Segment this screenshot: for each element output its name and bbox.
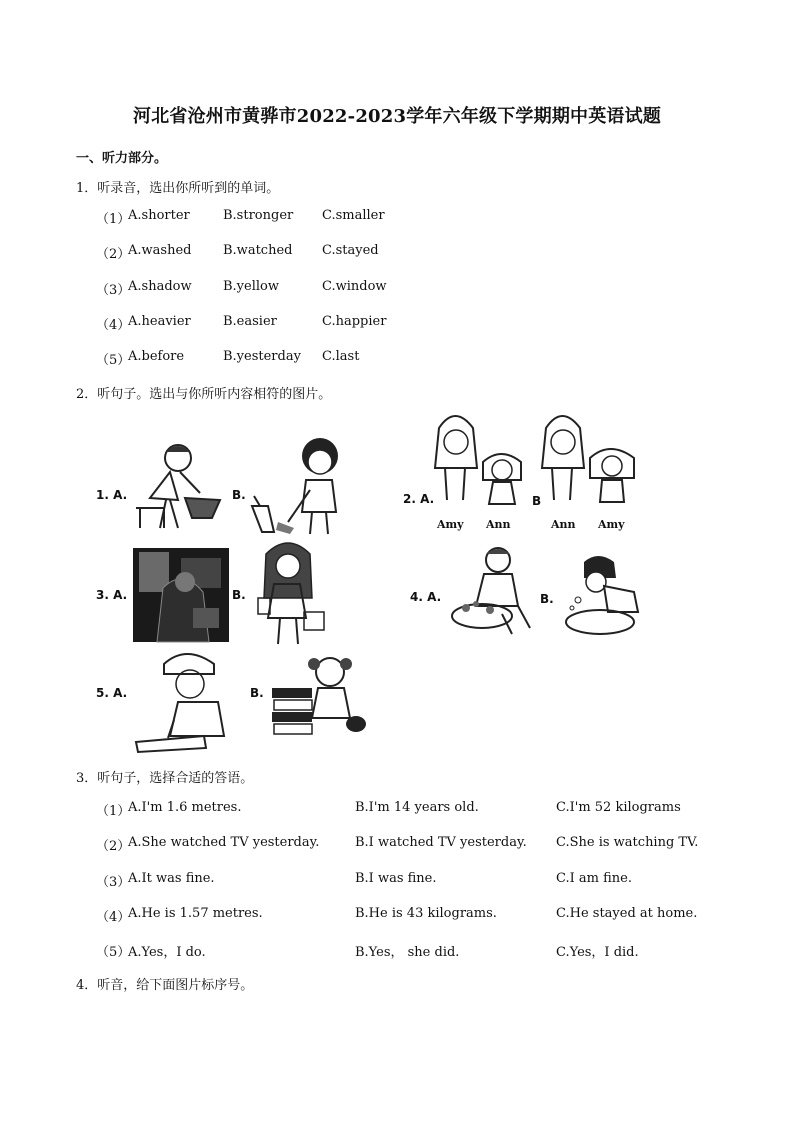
option-a[interactable]: A.washed — [128, 243, 192, 258]
q1-row-number: （3） — [96, 283, 131, 298]
option-c[interactable]: C.He stayed at home. — [556, 906, 698, 921]
picture-5b-girl-reading-books[interactable] — [270, 654, 370, 742]
q1-row-number: （4） — [96, 318, 131, 333]
label-4b: B. — [540, 592, 554, 606]
picture-1a-girl-washing[interactable] — [130, 438, 230, 542]
option-c[interactable]: C.Yes，I did. — [556, 945, 639, 960]
label-3b: B. — [232, 588, 246, 602]
option-b[interactable]: B.watched — [223, 243, 293, 258]
label-5a: 5. A. — [96, 686, 128, 700]
q1-row-number: （5） — [96, 353, 131, 368]
q3-row-number: （1） — [96, 804, 131, 819]
picture-5a-girl-writing[interactable] — [134, 650, 230, 758]
q3-row-number: （4） — [96, 910, 131, 925]
question-2-prompt: 2．听句子。选出与你所听内容相符的图片。 — [76, 387, 332, 402]
option-c[interactable]: C.I am fine. — [556, 871, 632, 886]
option-a[interactable]: A.She watched TV yesterday. — [128, 835, 320, 850]
option-a[interactable]: A.before — [128, 349, 185, 364]
option-c[interactable]: C.stayed — [322, 243, 379, 258]
label-4a: 4. A. — [410, 590, 442, 604]
option-b[interactable]: B.I watched TV yesterday. — [355, 835, 527, 850]
page-title: 河北省沧州市黄骅市2022-2023学年六年级下学期期中英语试题 — [132, 106, 662, 127]
label-5b: B. — [250, 686, 264, 700]
q1-row-number: （1） — [96, 212, 131, 227]
option-b[interactable]: B.yesterday — [223, 349, 301, 364]
option-a[interactable]: A.shorter — [128, 208, 190, 223]
option-b[interactable]: B.yellow — [223, 279, 279, 294]
name-label: Ann — [486, 518, 511, 531]
picture-4a-boy-washing-clothes[interactable] — [446, 544, 534, 642]
option-c[interactable]: C.window — [322, 279, 387, 294]
picture-2a-amy-and-ann[interactable] — [425, 408, 529, 522]
picture-3a-photo[interactable] — [133, 548, 229, 646]
question-4-prompt: 4．听音，给下面图片标序号。 — [76, 978, 254, 993]
picture-4b-child-washing-face[interactable] — [558, 552, 642, 642]
option-b[interactable]: B.stronger — [223, 208, 294, 223]
label-2a: 2. A. — [403, 492, 435, 506]
name-label: Amy — [437, 518, 464, 531]
option-b[interactable]: B.I was fine. — [355, 871, 437, 886]
option-a[interactable]: A.He is 1.57 metres. — [128, 906, 263, 921]
picture-3b-girl-shopping[interactable] — [254, 538, 330, 654]
q3-row-number: （5） — [96, 945, 131, 960]
option-a[interactable]: A.heavier — [128, 314, 191, 329]
option-a[interactable]: A.It was fine. — [128, 871, 215, 886]
picture-2b-ann-and-amy[interactable] — [538, 408, 642, 522]
q1-row-number: （2） — [96, 247, 131, 262]
label-1b: B. — [232, 488, 246, 502]
name-label: Amy — [598, 518, 625, 531]
option-c[interactable]: C.She is watching TV. — [556, 835, 699, 850]
name-label: Ann — [551, 518, 576, 531]
option-b[interactable]: B.easier — [223, 314, 277, 329]
section-heading-listening: 一、听力部分。 — [76, 151, 168, 166]
option-b[interactable]: B.I'm 14 years old. — [355, 800, 479, 815]
option-c[interactable]: C.smaller — [322, 208, 385, 223]
option-a[interactable]: A.shadow — [128, 279, 192, 294]
option-c[interactable]: C.happier — [322, 314, 387, 329]
label-1a: 1. A. — [96, 488, 128, 502]
label-2b: B — [532, 494, 542, 508]
label-3a: 3. A. — [96, 588, 128, 602]
question-3-prompt: 3．听句子，选择合适的答语。 — [76, 771, 254, 786]
q3-row-number: （3） — [96, 875, 131, 890]
option-a[interactable]: A.I'm 1.6 metres. — [128, 800, 242, 815]
option-b[interactable]: B.Yes， she did. — [355, 945, 460, 960]
picture-1b-girl-sweeping[interactable] — [248, 436, 348, 544]
option-c[interactable]: C.I'm 52 kilograms — [556, 800, 681, 815]
option-c[interactable]: C.last — [322, 349, 360, 364]
question-1-prompt: 1．听录音，选出你所听到的单词。 — [76, 181, 280, 196]
option-a[interactable]: A.Yes，I do. — [128, 945, 206, 960]
option-b[interactable]: B.He is 43 kilograms. — [355, 906, 497, 921]
q3-row-number: （2） — [96, 839, 131, 854]
